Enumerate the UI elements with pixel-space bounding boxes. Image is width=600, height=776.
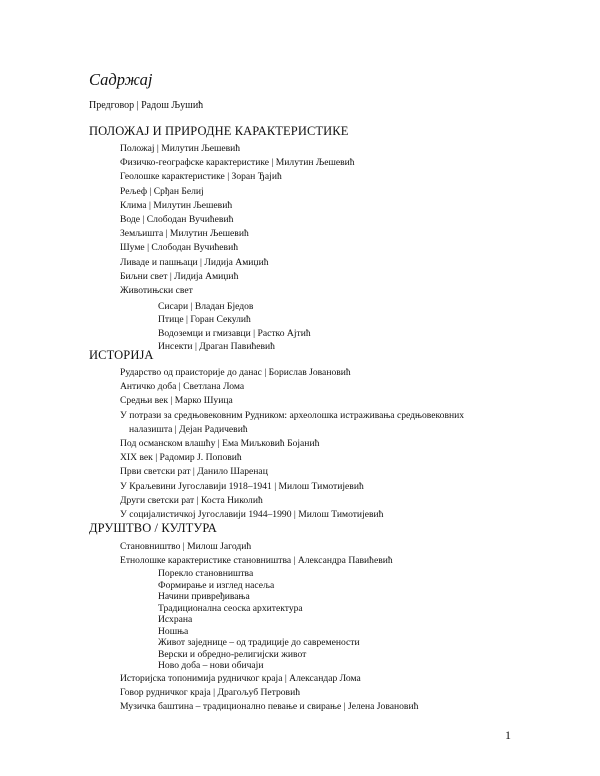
toc-entry[interactable]: Античко доба | Светлана Лома: [120, 381, 245, 393]
toc-subentry[interactable]: Сисари | Владан Бједов: [158, 301, 254, 313]
toc-entry[interactable]: Земљишта | Милутин Љешевић: [120, 228, 249, 240]
toc-entry[interactable]: Клима | Милутин Љешевић: [120, 199, 233, 211]
toc-entry[interactable]: Геолошке карактеристике | Зоран Ђајић: [120, 171, 282, 183]
toc-list-nature: [120, 142, 355, 355]
toc-sublist-fauna: [158, 300, 355, 353]
section-heading-society: ДРУШТВО / КУЛТУРА: [89, 521, 217, 535]
toc-entry[interactable]: Ливаде и пашњаци | Лидија Амиџић: [120, 256, 269, 268]
page-title: Садржај: [89, 70, 153, 89]
toc-entry[interactable]: Први светски рат | Данило Шаренац: [120, 466, 268, 478]
toc-entry[interactable]: Музичка баштина – традиционално певање и свирање | Јелена Јовановић: [120, 701, 419, 713]
toc-subentry[interactable]: Ново доба – нови обичаји: [158, 660, 264, 672]
toc-subentry[interactable]: Порекло становништва: [158, 568, 254, 580]
toc-list-history: [120, 366, 464, 522]
toc-entry[interactable]: XIX век | Радомир Ј. Поповић: [120, 452, 242, 464]
toc-subentry[interactable]: Ношња: [158, 625, 189, 637]
toc-subentry[interactable]: Начини привређивања: [158, 591, 250, 603]
toc-entry[interactable]: Биљни свет | Лидија Амиџић: [120, 270, 239, 282]
toc-entry[interactable]: Рељеф | Срђан Белиј: [120, 185, 204, 197]
toc-entry[interactable]: Шуме | Слободан Вучићевић: [120, 242, 238, 254]
toc-entry[interactable]: Становништво | Милош Јагодић: [120, 541, 252, 552]
toc-sublist-ethnology: [158, 568, 418, 672]
toc-entry[interactable]: У потрази за средњовековним Рудником: археолошка истраживања средњовековних: [120, 409, 465, 421]
toc-entry-continuation[interactable]: налазишта | Дејан Радичевић: [129, 423, 248, 435]
toc-subentry[interactable]: Верски и обредно-религијски живот: [158, 648, 307, 660]
toc-entry[interactable]: Средњи век | Марко Шуица: [120, 395, 233, 407]
toc-entry[interactable]: Животињски свет: [120, 285, 193, 297]
toc-subentry[interactable]: Птице | Горан Секулић: [158, 314, 251, 326]
toc-entry[interactable]: Историјска топонимија рудничког краја | Александар Лома: [120, 672, 361, 684]
toc-entry[interactable]: У социјалистичкој Југославији 1944–1990 | Милош Тимотијевић: [120, 509, 384, 521]
toc-entry[interactable]: У Краљевини Југославији 1918–1941 | Милош Тимотијевић: [120, 480, 364, 492]
toc-entry[interactable]: Физичко-географске карактеристике | Милутин Љешевић: [120, 157, 355, 169]
toc-entry[interactable]: Други светски рат | Коста Николић: [120, 494, 263, 506]
toc-entry[interactable]: Положај | Милутин Љешевић: [120, 143, 241, 154]
toc-subentry[interactable]: Традиционална сеоска архитектура: [158, 602, 303, 614]
section-heading-history: ИСТОРИЈА: [89, 348, 154, 362]
toc-subentry[interactable]: Инсекти | Драган Павићевић: [158, 340, 275, 352]
toc-list-society: [120, 540, 418, 715]
toc-entry[interactable]: Воде | Слободан Вучићевић: [120, 214, 234, 226]
toc-subentry[interactable]: Формирање и изглед насеља: [158, 579, 275, 591]
toc-subentry[interactable]: Живот заједнице – од традиције до савремености: [158, 637, 360, 649]
toc-entry[interactable]: Говор рудничког краја | Драгољуб Петровић: [120, 687, 301, 699]
toc-entry[interactable]: Етнолошке карактеристике становништва | Александра Павићевић: [120, 555, 393, 567]
toc-entry-preface[interactable]: Предговор | Радош Љушић: [89, 100, 204, 111]
toc-entry[interactable]: Под османском влашћу | Ема Миљковић Бојанић: [120, 438, 320, 450]
toc-entry[interactable]: Рударство од праисторије до данас | Борислав Јовановић: [120, 367, 351, 378]
page-number: 1: [505, 728, 511, 742]
toc-subentry[interactable]: Исхрана: [158, 614, 193, 626]
section-heading-nature: ПОЛОЖАЈ И ПРИРОДНЕ КАРАКТЕРИСТИКЕ: [89, 124, 349, 138]
toc-subentry[interactable]: Водоземци и гмизавци | Растко Ајтић: [158, 327, 311, 339]
